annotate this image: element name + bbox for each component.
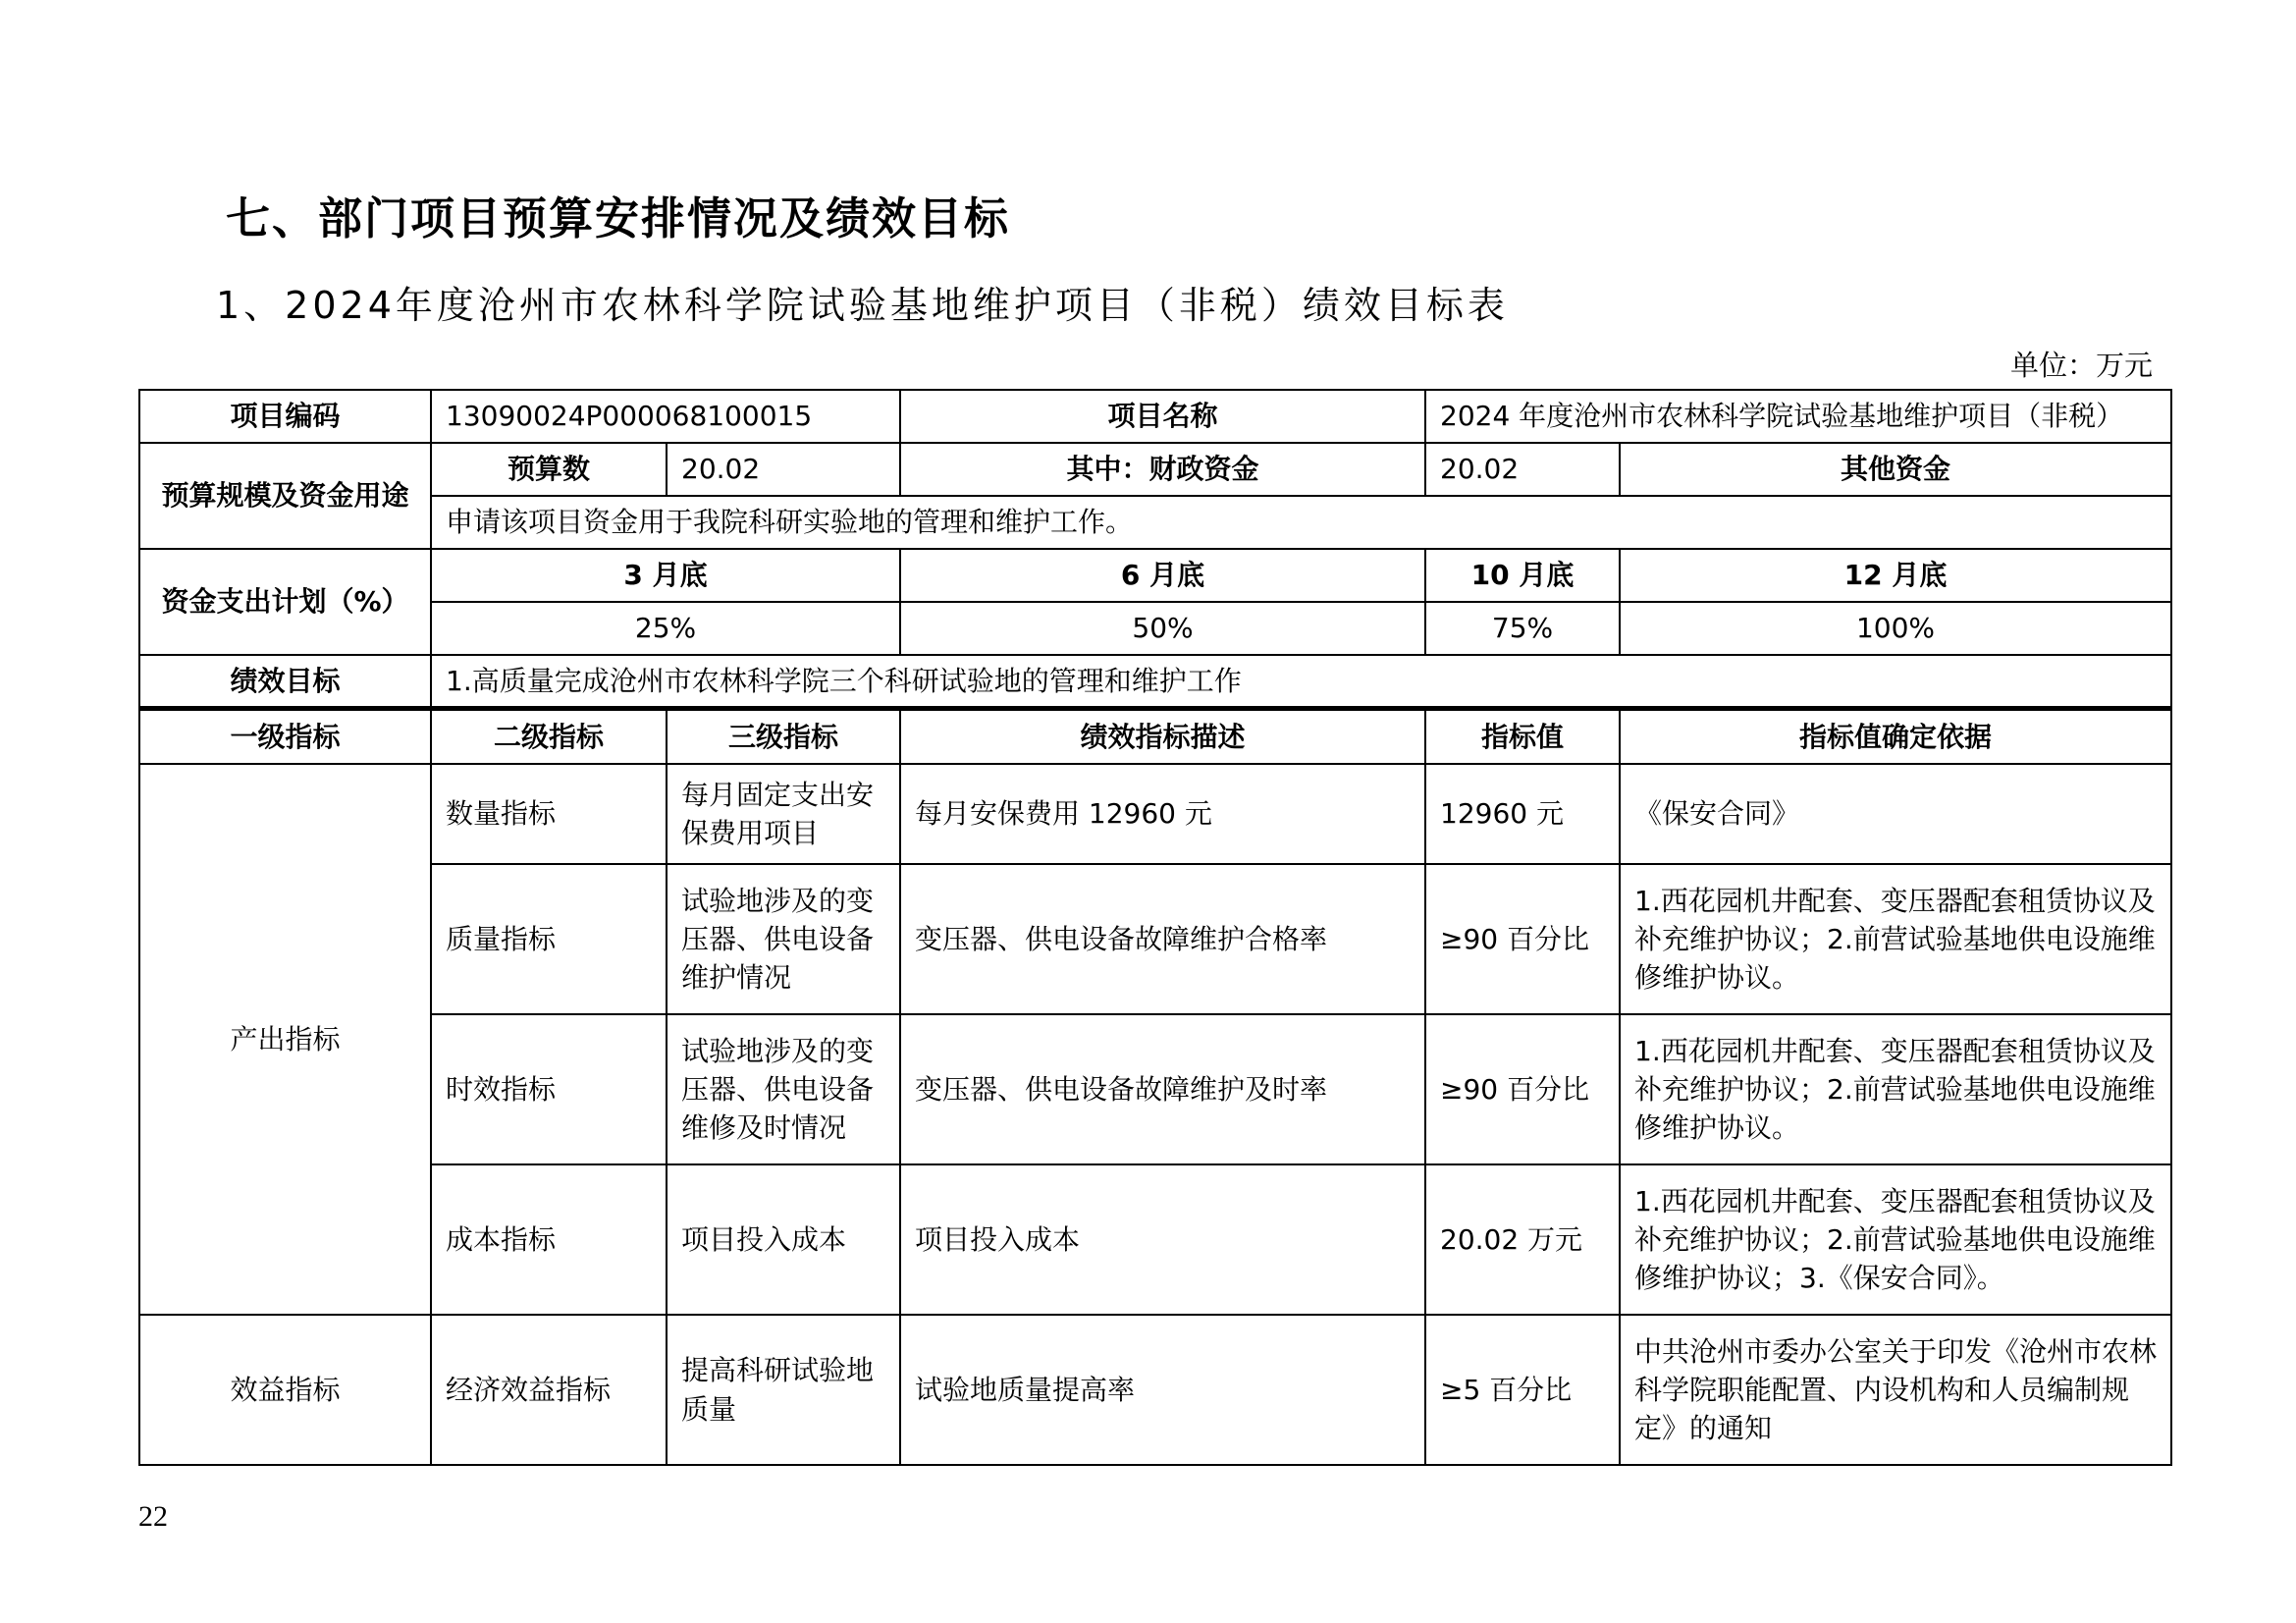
indicator-row [139,1315,2171,1465]
level2-indicator: 时效指标 [431,1014,667,1164]
schedule-values-row [139,602,2171,655]
indicator-description: 每月安保费用 12960 元 [900,764,1425,864]
budget-label: 预算规模及资金用途 [139,443,431,549]
indicator-description: 变压器、供电设备故障维护合格率 [900,864,1425,1014]
level3-indicator: 每月固定支出安保费用项目 [667,764,900,864]
budget-purpose-row [139,496,2171,549]
indicator-value: 20.02 万元 [1425,1164,1620,1315]
fiscal-funds-label: 其中：财政资金 [900,443,1425,496]
budget-amount-value: 20.02 [667,443,900,496]
indicator-row [139,764,2171,864]
indicator-basis: 1.西花园机井配套、变压器配套租赁协议及补充维护协议；2.前营试验基地供电设施维修维护协议。 [1620,864,2171,1014]
indicator-basis: 1.西花园机井配套、变压器配套租赁协议及补充维护协议；2.前营试验基地供电设施维修维护协议。 [1620,1014,2171,1164]
schedule-value: 50% [900,602,1425,655]
indicator-value: 12960 元 [1425,764,1620,864]
indicator-basis: 中共沧州市委办公室关于印发《沧州市农林科学院职能配置、内设机构和人员编制规定》的通知 [1620,1315,2171,1465]
indicator-value: ≥5 百分比 [1425,1315,1620,1465]
indicator-description: 试验地质量提高率 [900,1315,1425,1465]
indicator-value: ≥90 百分比 [1425,1014,1620,1164]
goal-label: 绩效目标 [139,655,431,708]
other-funds-label: 其他资金 [1620,443,2171,496]
schedule-value: 75% [1425,602,1620,655]
level2-indicator: 数量指标 [431,764,667,864]
schedule-header: 10 月底 [1425,549,1620,602]
level2-indicator: 经济效益指标 [431,1315,667,1465]
performance-target-table [138,389,2172,1466]
project-code-label: 项目编码 [139,390,431,443]
level3-indicator: 提高科研试验地质量 [667,1315,900,1465]
indicator-basis: 1.西花园机井配套、变压器配套租赁协议及补充维护协议；2.前营试验基地供电设施维修维护协议；3.《保安合同》。 [1620,1164,2171,1315]
project-info-row [139,390,2171,443]
fiscal-funds-value: 20.02 [1425,443,1620,496]
project-name-value: 2024 年度沧州市农林科学院试验基地维护项目（非税） [1425,390,2171,443]
project-name-label: 项目名称 [900,390,1425,443]
indicator-description: 项目投入成本 [900,1164,1425,1315]
indicator-header: 三级指标 [667,708,900,764]
page-number: 22 [138,1500,168,1533]
budget-row [139,443,2171,496]
indicator-description: 变压器、供电设备故障维护及时率 [900,1014,1425,1164]
schedule-label: 资金支出计划（%） [139,549,431,655]
level3-indicator: 试验地涉及的变压器、供电设备维修及时情况 [667,1014,900,1164]
project-code-value: 13090024P000068100015 [431,390,900,443]
schedule-header: 6 月底 [900,549,1425,602]
indicator-header: 二级指标 [431,708,667,764]
budget-amount-label: 预算数 [431,443,667,496]
indicator-header: 指标值 [1425,708,1620,764]
table-title: 1、2024年度沧州市农林科学院试验基地维护项目（非税）绩效目标表 [216,284,1509,327]
indicator-row [139,1164,2171,1315]
level2-indicator: 成本指标 [431,1164,667,1315]
level3-indicator: 项目投入成本 [667,1164,900,1315]
indicator-header-row [139,708,2171,764]
budget-purpose: 申请该项目资金用于我院科研实验地的管理和维护工作。 [431,496,2171,549]
level3-indicator: 试验地涉及的变压器、供电设备维护情况 [667,864,900,1014]
unit-label: 单位：万元 [2009,349,2153,382]
indicator-value: ≥90 百分比 [1425,864,1620,1014]
schedule-value: 100% [1620,602,2171,655]
level2-indicator: 质量指标 [431,864,667,1014]
indicator-row [139,1014,2171,1164]
indicator-header: 一级指标 [139,708,431,764]
schedule-value: 25% [431,602,900,655]
goal-text: 1.高质量完成沧州市农林科学院三个科研试验地的管理和维护工作 [431,655,2171,708]
indicator-basis: 《保安合同》 [1620,764,2171,864]
schedule-header-row [139,549,2171,602]
benefit-indicator-group: 效益指标 [139,1315,431,1465]
indicator-row [139,864,2171,1014]
schedule-header: 3 月底 [431,549,900,602]
schedule-header: 12 月底 [1620,549,2171,602]
section-heading: 七、部门项目预算安排情况及绩效目标 [226,192,1011,244]
indicator-header: 指标值确定依据 [1620,708,2171,764]
output-indicator-group: 产出指标 [139,764,431,1315]
indicator-header: 绩效指标描述 [900,708,1425,764]
goal-row [139,655,2171,708]
